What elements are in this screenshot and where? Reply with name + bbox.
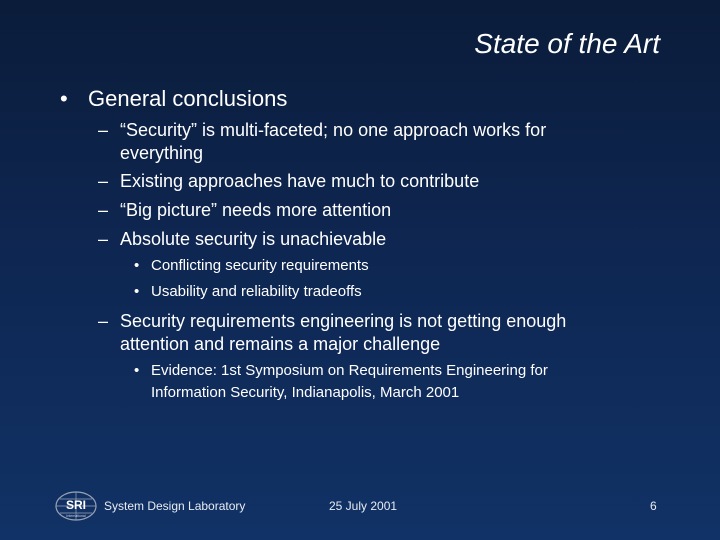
heading-general-conclusions: General conclusions bbox=[88, 86, 288, 111]
bullet-l3: • bbox=[134, 257, 140, 274]
item-big-picture: “Big picture” needs more attention bbox=[120, 200, 392, 220]
subitem-usability-tradeoffs: Usability and reliability tradeoffs bbox=[151, 283, 362, 300]
footer-date: 25 July 2001 bbox=[329, 499, 398, 513]
dash-bullet: – bbox=[98, 120, 109, 140]
item-existing-approaches: Existing approaches have much to contribute bbox=[120, 171, 480, 191]
evidence-line1: Evidence: 1st Symposium on Requirements Engineering for bbox=[151, 362, 548, 379]
subitem-conflicting-requirements: Conflicting security requirements bbox=[151, 257, 369, 274]
sri-logo-subtext: International bbox=[66, 514, 86, 518]
sri-logo-text: SRI bbox=[65, 498, 87, 512]
dash-bullet: – bbox=[98, 171, 109, 191]
evidence-line2: Information Security, Indianapolis, March 2001 bbox=[151, 384, 460, 401]
bullet-l3: • bbox=[134, 362, 140, 379]
dash-bullet: – bbox=[98, 229, 109, 249]
item-security-requirements-line2: attention and remains a major challenge bbox=[120, 334, 441, 354]
item-security-requirements-line1: Security requirements engineering is not getting enough bbox=[120, 311, 567, 331]
bullet-l3: • bbox=[134, 283, 140, 300]
footer-org: System Design Laboratory bbox=[104, 499, 246, 513]
item-absolute-security: Absolute security is unachievable bbox=[120, 229, 387, 249]
bullet-l1: • bbox=[60, 86, 68, 111]
footer-page-number: 6 bbox=[650, 499, 657, 513]
slide-title: State of the Art bbox=[474, 28, 660, 59]
item-security-multifaceted-line1: “Security” is multi-faceted; no one approach works for bbox=[120, 120, 547, 140]
dash-bullet: – bbox=[98, 200, 109, 220]
item-security-multifaceted-line2: everything bbox=[120, 143, 204, 163]
dash-bullet: – bbox=[98, 311, 109, 331]
sri-logo bbox=[54, 490, 98, 522]
